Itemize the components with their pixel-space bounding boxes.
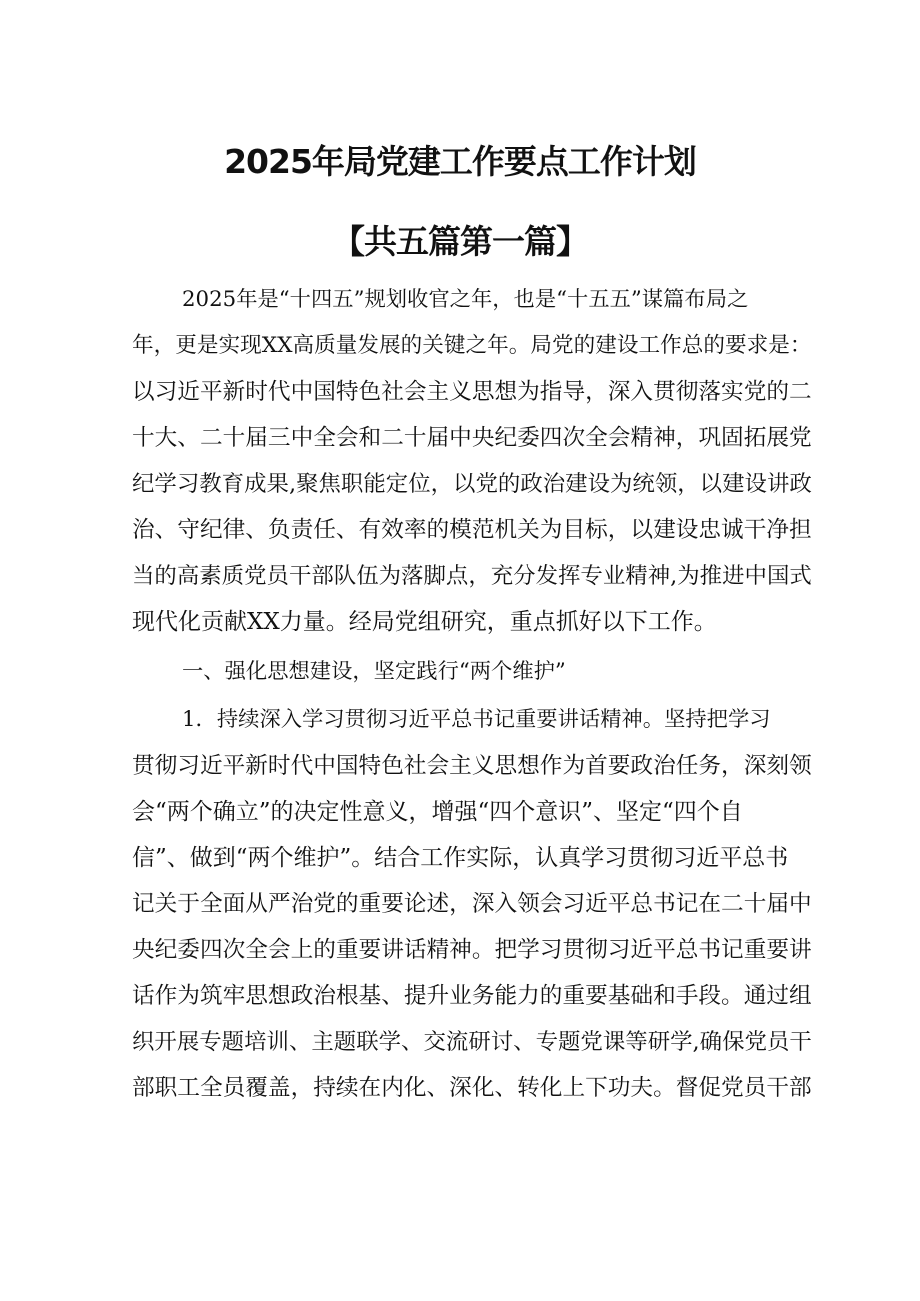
body-line: 会“两个确立”的决定性意义，增强“四个意识”、坚定“四个自	[132, 799, 743, 825]
body-line: 部职工全员覆盖，持续在内化、深化、转化上下功夫。督促党员干部	[132, 1075, 812, 1101]
body-line: 当的高素质党员干部队伍为落脚点，充分发挥专业精神,为推进中国式	[132, 563, 812, 589]
body-line: 织开展专题培训、主题联学、交流研讨、专题党课等研学,确保党员干	[132, 1029, 812, 1055]
body-line: 话作为筑牢思想政治根基、提升业务能力的重要基础和手段。通过组	[132, 983, 812, 1009]
body-line: 纪学习教育成果,聚焦职能定位，以党的政治建设为统领，以建设讲政	[132, 471, 812, 497]
body-line: 年，更是实现XX高质量发展的关键之年。局党的建设工作总的要求是：	[132, 333, 812, 358]
body-line: 十大、二十届三中全会和二十届中央纪委四次全会精神，巩固拓展党	[132, 425, 812, 451]
document-title: 2025年局党建工作要点工作计划	[224, 142, 696, 181]
document-subtitle: 【共五篇第一篇】	[332, 222, 588, 261]
body-line: 现代化贡献XX力量。经局党组研究，重点抓好以下工作。	[132, 609, 717, 635]
body-line: 央纪委四次全会上的重要讲话精神。把学习贯彻习近平总书记重要讲	[132, 937, 812, 963]
body-line: 贯彻习近平新时代中国特色社会主义思想作为首要政治任务，深刻领	[132, 753, 812, 779]
body-line: 1．持续深入学习贯彻习近平总书记重要讲话精神。坚持把学习	[182, 707, 771, 732]
section-heading: 一、强化思想建设，坚定践行“两个维护”	[182, 659, 566, 684]
body-line: 治、守纪律、负责任、有效率的模范机关为目标，以建设忠诚干净担	[132, 517, 812, 543]
body-line: 记关于全面从严治党的重要论述，深入领会习近平总书记在二十届中	[132, 891, 812, 917]
body-line: 2025年是“十四五”规划收官之年，也是“十五五”谋篇布局之	[182, 287, 749, 312]
body-line: 以习近平新时代中国特色社会主义思想为指导，深入贯彻落实党的二	[132, 379, 812, 405]
body-line: 信”、做到“两个维护”。结合工作实际，认真学习贯彻习近平总书	[132, 845, 789, 871]
